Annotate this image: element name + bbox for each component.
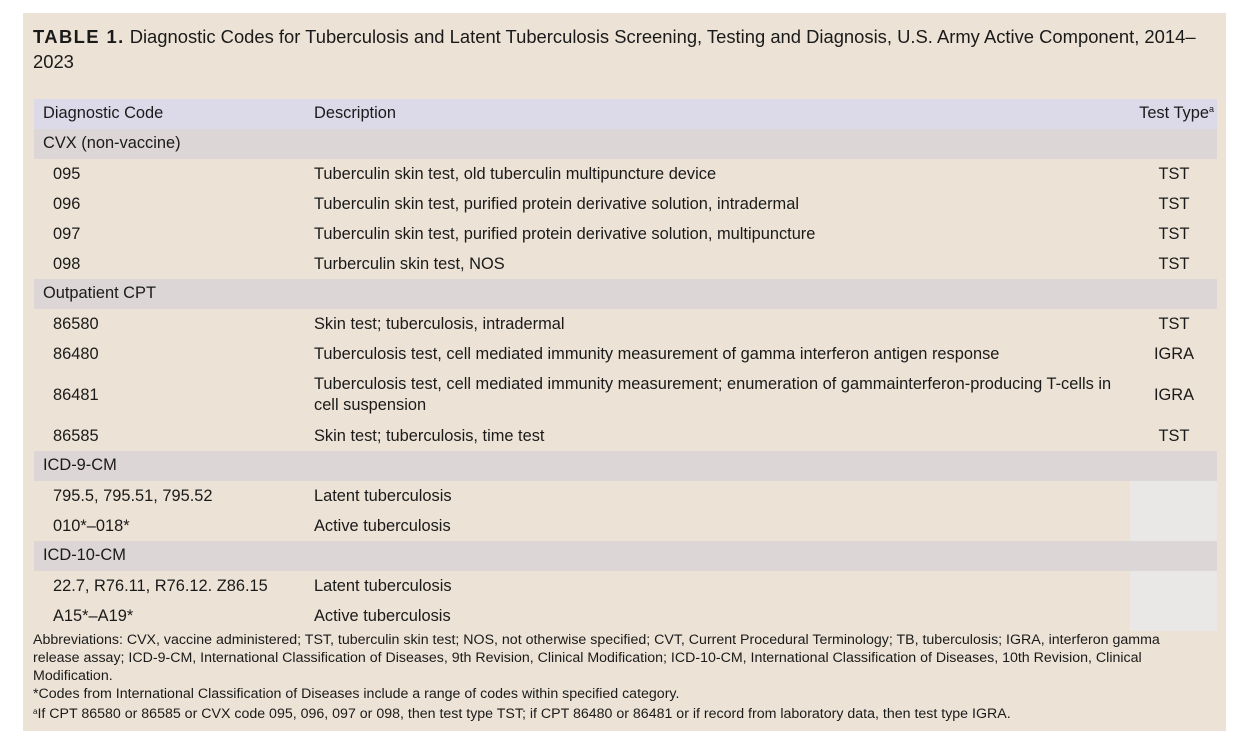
table-row bbox=[34, 249, 1217, 279]
table-row bbox=[34, 309, 1217, 339]
test-type-cell: TST bbox=[1158, 315, 1190, 333]
code-cell: 096 bbox=[53, 195, 81, 213]
table-row bbox=[34, 159, 1217, 189]
test-type-cell: TST bbox=[1158, 195, 1190, 213]
test-type-cell: IGRA bbox=[1153, 345, 1195, 363]
code-cell: 86585 bbox=[53, 427, 99, 445]
description-cell: Active tuberculosis bbox=[314, 517, 451, 535]
table-footnotes bbox=[33, 631, 1203, 723]
table-panel bbox=[23, 13, 1226, 731]
code-cell: 010*–018* bbox=[53, 517, 130, 535]
table-row bbox=[34, 189, 1217, 219]
header-description: Description bbox=[314, 104, 396, 122]
code-cell: 097 bbox=[53, 225, 81, 243]
group-row bbox=[34, 129, 1217, 159]
description-cell: Latent tuberculosis bbox=[314, 577, 452, 595]
table-row bbox=[34, 219, 1217, 249]
header-diagnostic-code: Diagnostic Code bbox=[43, 104, 164, 122]
description-cell: Latent tuberculosis bbox=[314, 487, 452, 505]
table-row bbox=[34, 369, 1217, 421]
table-row bbox=[34, 481, 1217, 511]
code-cell: 098 bbox=[53, 255, 81, 273]
test-type-cell: TST bbox=[1158, 255, 1190, 273]
group-label: Outpatient CPT bbox=[43, 284, 156, 302]
table-row bbox=[34, 421, 1217, 451]
description-cell: Tuberculin skin test, old tuberculin multipuncture device bbox=[314, 165, 717, 183]
table-row bbox=[34, 511, 1217, 541]
icd10-rows bbox=[34, 571, 1217, 631]
code-cell: 86481 bbox=[53, 386, 99, 404]
test-type-cell: TST bbox=[1158, 225, 1190, 243]
header-row bbox=[34, 99, 1217, 129]
test-type-cell: TST bbox=[1158, 165, 1190, 183]
description-cell: Tuberculosis test, cell mediated immunity measurement of gamma interferon antigen response bbox=[314, 345, 1000, 363]
code-cell: 22.7, R76.11, R76.12. Z86.15 bbox=[53, 577, 268, 595]
test-type-cell: TST bbox=[1158, 427, 1190, 445]
group-row bbox=[34, 279, 1217, 309]
description-cell: Active tuberculosis bbox=[314, 607, 451, 625]
group-label: ICD-9-CM bbox=[43, 456, 117, 474]
footnote-mark: a bbox=[33, 707, 38, 716]
description-cell: Turberculin skin test, NOS bbox=[314, 255, 505, 273]
code-cell: 86480 bbox=[53, 345, 99, 363]
code-cell: A15*–A19* bbox=[53, 607, 134, 625]
table-row bbox=[34, 339, 1217, 369]
code-cell: 86580 bbox=[53, 315, 99, 333]
footnote-mark: a bbox=[1208, 104, 1214, 114]
table-row bbox=[34, 601, 1217, 631]
table-caption: Diagnostic Codes for Tuberculosis and Latent Tuberculosis Screening, Testing and Diagnosis, U.S. Army Active Component, 2014–2023 bbox=[33, 26, 1196, 72]
test-type-note-text: If CPT 86580 or 86585 or CVX code 095, 096, 097 or 098, then test type TST; if CPT 86480 or 86481 or if record from laboratory data, then test type IGRA. bbox=[37, 706, 1011, 722]
table-number: TABLE 1. bbox=[33, 26, 125, 47]
table-row bbox=[34, 571, 1217, 601]
description-cell: Skin test; tuberculosis, time test bbox=[314, 427, 545, 445]
asterisk-note: *Codes from International Classification of Diseases include a range of codes within specified category. bbox=[33, 686, 680, 702]
table-title bbox=[33, 24, 1223, 74]
code-cell: 095 bbox=[53, 165, 81, 183]
test-type-note bbox=[33, 703, 1203, 723]
icd9-rows bbox=[34, 481, 1217, 541]
test-type-cell: IGRA bbox=[1153, 386, 1195, 404]
description-cell: Tuberculin skin test, purified protein derivative solution, multipuncture bbox=[314, 225, 816, 243]
header-test-type bbox=[1139, 104, 1214, 123]
group-label: CVX (non-vaccine) bbox=[43, 134, 181, 152]
code-cell: 795.5, 795.51, 795.52 bbox=[53, 487, 213, 505]
data-table bbox=[34, 99, 1217, 631]
header-test-type-label: Test Type bbox=[1139, 104, 1209, 122]
group-row bbox=[34, 451, 1217, 481]
group-row bbox=[34, 541, 1217, 571]
description-cell: Skin test; tuberculosis, intradermal bbox=[314, 315, 565, 333]
description-cell: Tuberculin skin test, purified protein derivative solution, intradermal bbox=[314, 195, 799, 213]
description-cell: Tuberculosis test, cell mediated immunity measurement; enumeration of gammainterferon-producing T-cells in cell suspension bbox=[314, 375, 1112, 414]
abbreviations-note: Abbreviations: CVX, vaccine administered; TST, tuberculin skin test; NOS, not otherwise specified; CVT, Current Procedural Terminology; TB, tuberculosis; IGRA, interferon gamma release assay; ICD-9-CM, International Classification of Diseases, 9th Revision, Clinical Modification; ICD-10-CM, International Classification of Diseases, 10th Revision, Clinical Modification. bbox=[33, 632, 1160, 684]
group-label: ICD-10-CM bbox=[43, 546, 126, 564]
